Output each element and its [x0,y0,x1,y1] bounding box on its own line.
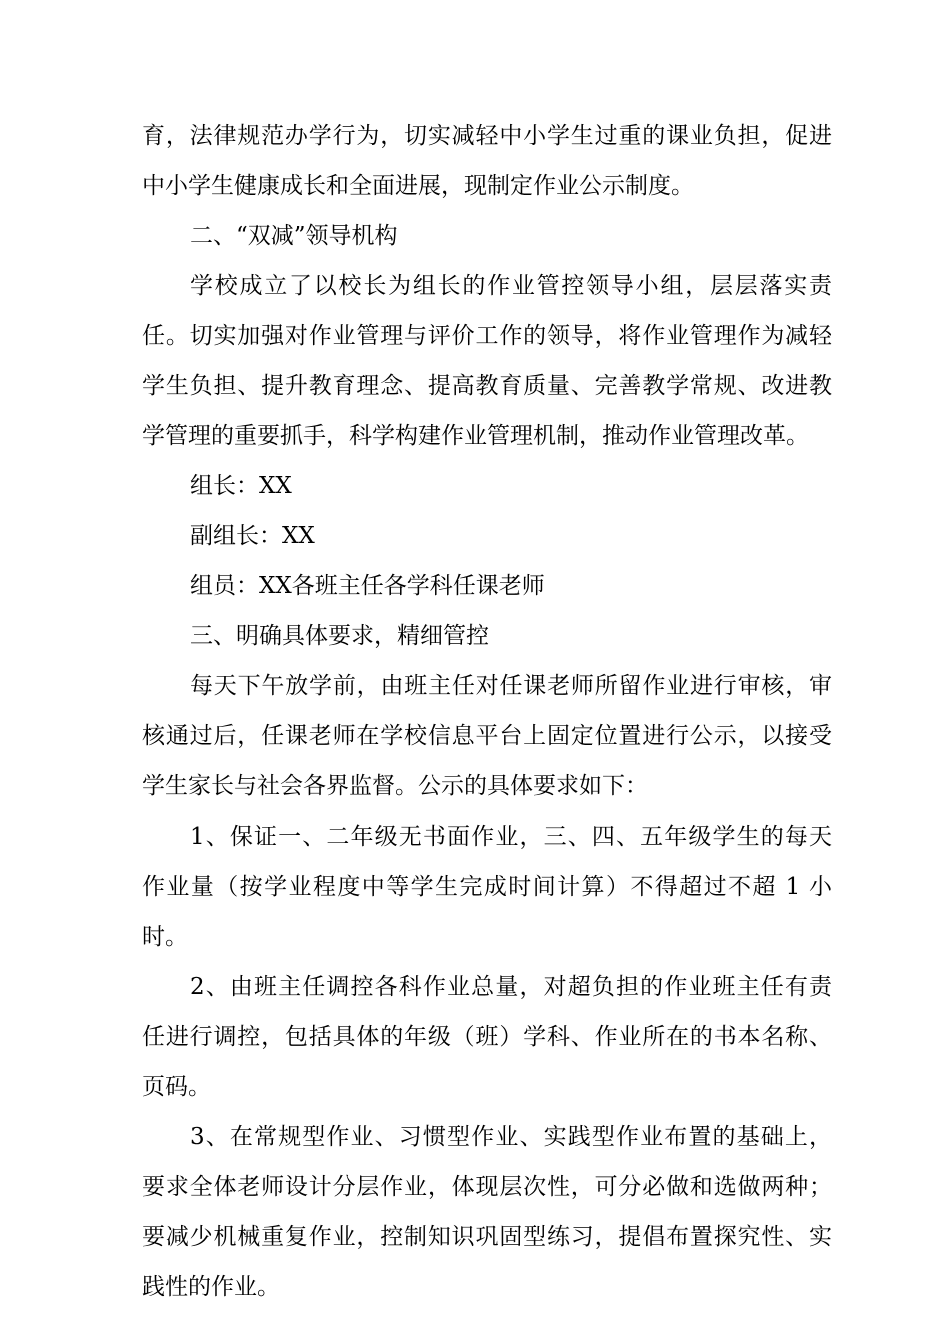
members-line: 组员：XX各班主任各学科任课老师 [190,573,545,599]
list-item-2 [142,962,832,1112]
text-line: 要减少机械重复作业，控制知识巩固型练习，提倡布置探究性、实 [142,1224,832,1250]
text-line: 要求全体老师设计分层作业，体现层次性，可分必做和选做两种； [142,1174,832,1200]
text-line: 每天下午放学前，由班主任对任课老师所留作业进行审核，审 [190,673,832,699]
text-line: 学生家长与社会各界监督。公示的具体要求如下： [142,773,648,799]
section-heading-requirements: 三、明确具体要求，精细管控 [190,623,489,649]
paragraph-leadership [142,261,832,461]
text-line: 任。切实加强对作业管理与评价工作的领导，将作业管理作为减轻 [142,323,832,349]
deputy-leader-line: 副组长：XX [190,523,315,549]
text-line: 学校成立了以校长为组长的作业管控领导小组，层层落实责 [190,273,832,299]
text-line: 页码。 [142,1074,211,1100]
list-item-1 [142,812,832,962]
text-line: 践性的作业。 [142,1274,280,1300]
list-item-3 [142,1112,832,1312]
text-line: 作业量（按学业程度中等学生完成时间计算）不得超过不超 1 小 [142,874,832,900]
text-line: 中小学生健康成长和全面进展，现制定作业公示制度。 [142,173,694,199]
leader-line: 组长：XX [190,473,292,499]
text-line: 1、保证一、二年级无书面作业，三、四、五年级学生的每天 [190,824,832,850]
text-line: 2、由班主任调控各科作业总量，对超负担的作业班主任有责 [190,974,832,1000]
text-line: 任进行调控，包括具体的年级（班）学科、作业所在的书本名称、 [142,1024,832,1050]
text-line: 时。 [142,924,188,950]
text-line: 育，法律规范办学行为，切实减轻中小学生过重的课业负担，促进 [142,123,832,149]
text-line: 学生负担、提升教育理念、提高教育质量、完善教学常规、改进教 [142,373,832,399]
paragraph-intro [142,111,832,211]
section-heading-leadership: 二、“双减”领导机构 [190,223,398,249]
text-line: 核通过后，任课老师在学校信息平台上固定位置进行公示，以接受 [142,723,832,749]
text-line: 学管理的重要抓手，科学构建作业管理机制，推动作业管理改革。 [142,423,809,449]
paragraph-requirements [142,661,832,811]
text-line: 3、在常规型作业、习惯型作业、实践型作业布置的基础上， [190,1124,832,1150]
